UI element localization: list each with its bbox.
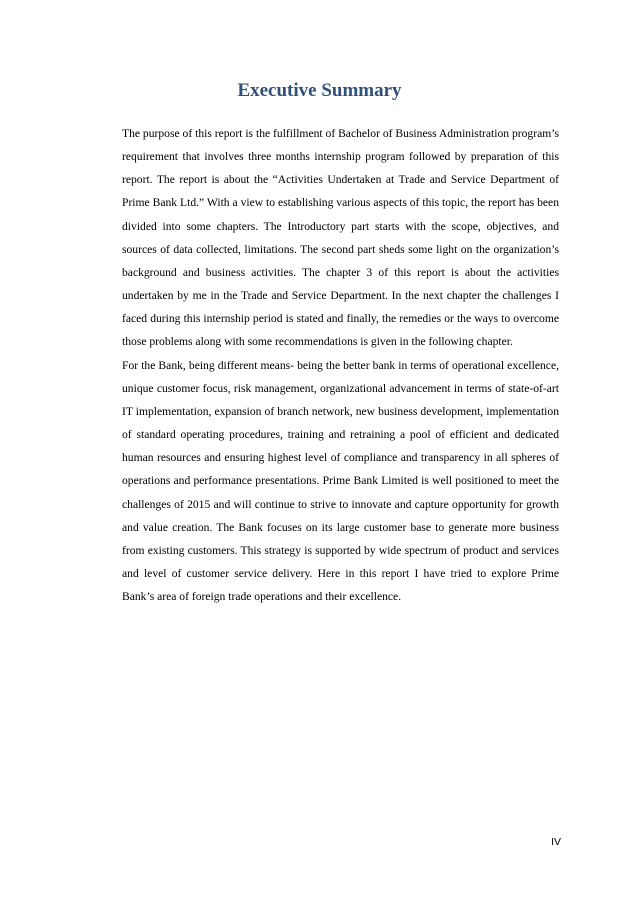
paragraph-bank-difference: For the Bank, being different means- being the better bank in terms of operational excellence, unique customer focus, risk management, organizational advancement in terms of state-of-art IT implementation, expansion of branch network, new business development, implementation of standard operating procedures, training and retraining a pool of efficient and dedicated human resources and ensuring highest level of compliance and transparency in all spheres of operations and performance presentations. Prime Bank Limited is well positioned to meet the challenges of 2015 and will continue to strive to innovate and capture opportunity for growth and value creation. The Bank focuses on its large customer base to generate more business from existing customers. This strategy is supported by wide spectrum of product and services and level of customer service delivery. Here in this report I have tried to explore Prime Bank’s area of foreign trade operations and their excellence. [122,358,559,604]
summary-body [122,122,559,608]
page-title: Executive Summary [237,80,402,101]
paragraph-purpose: The purpose of this report is the fulfillment of Bachelor of Business Administration program’s requirement that involves three months internship program followed by preparation of this report. The report is about the “Activities Undertaken at Trade and Service Department of Prime Bank Ltd.” With a view to establishing various aspects of this topic, the report has been divided into some chapters. The Introductory part starts with the scope, objectives, and sources of data collected, limitations. The second part sheds some light on the organization’s background and business activities. The chapter 3 of this report is about the activities undertaken by me in the Trade and Service Department. In the next chapter the challenges I faced during this internship period is stated and finally, the remedies or the ways to overcome those problems along with some recommendations is given in the following chapter. [122,127,559,349]
page-number: IV [551,836,561,848]
